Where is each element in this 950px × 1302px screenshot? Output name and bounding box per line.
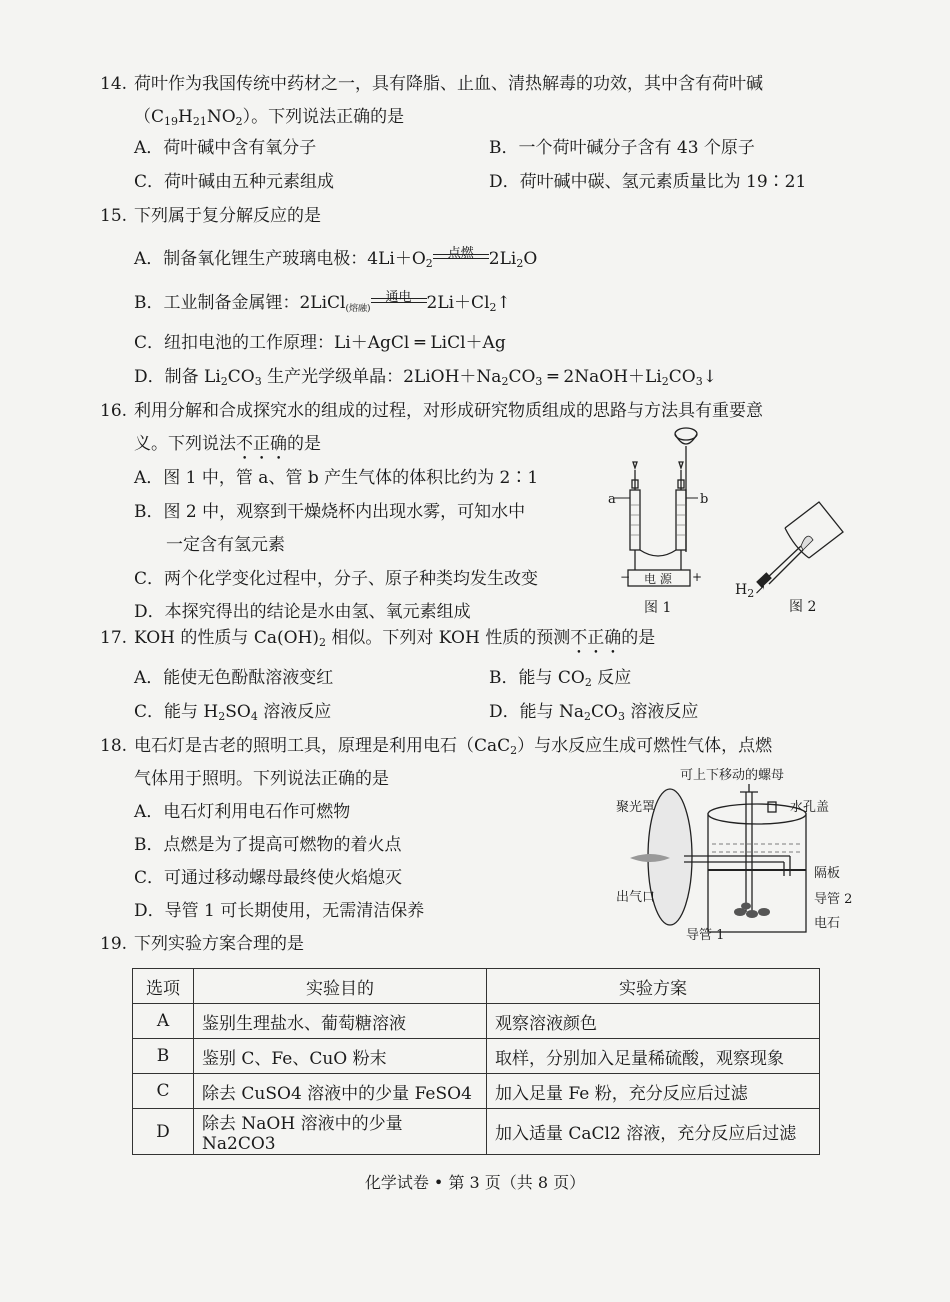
- emphasis-not-correct: 不正确: [236, 434, 287, 454]
- option-a: A．电石灯利用电石作可燃物: [134, 802, 351, 822]
- label-tube-1: 导管 1: [686, 928, 725, 943]
- label-tube-a: a: [608, 492, 616, 507]
- question-number: 14.: [100, 74, 128, 94]
- option-c: C．可通过移动螺母最终使火焰熄灭: [134, 868, 403, 888]
- electrolysis-apparatus-icon: [600, 420, 710, 590]
- option-d: D．荷叶碱中碳、氢元素质量比为 19∶21: [489, 172, 807, 192]
- label-calcium-carbide: 电石: [814, 916, 841, 931]
- option-b: B．点燃是为了提高可燃物的着火点: [134, 835, 402, 855]
- question-stem-tail: 。下列说法正确的是: [251, 107, 405, 127]
- header-option: 选项: [133, 969, 194, 1004]
- option-c: C．荷叶碱由五种元素组成: [134, 172, 335, 192]
- table-row: C 除去 CuSO4 溶液中的少量 FeSO4 加入足量 Fe 粉，充分反应后过滤: [133, 1074, 820, 1109]
- question-stem: 气体用于照明。下列说法正确的是: [134, 769, 389, 789]
- option-d: D．导管 1 可长期使用，无需清洁保养: [134, 901, 425, 921]
- question-14: [100, 68, 855, 134]
- question-stem: 荷叶作为我国传统中药材之一，具有降脂、止血、清热解毒的功效，其中含有荷叶碱: [134, 74, 763, 94]
- positive-terminal: +: [692, 570, 703, 584]
- option-b: B．一个荷叶碱分子含有 43 个原子: [489, 138, 755, 158]
- label-gas-outlet: 出气口: [616, 890, 656, 905]
- option-b: B．图 2 中，观察到干燥烧杯内出现水雾，可知水中: [134, 502, 526, 522]
- page-footer: 化学试卷 • 第 3 页（共 8 页）: [364, 1173, 586, 1192]
- question-16: 16. 利用分解和合成探究水的组成的过程，对形成研究物质组成的思路与方法具有重要意 义。下列说法不正确的是: [100, 395, 855, 461]
- table-row: B 鉴别 C、Fe、CuO 粉末 取样，分别加入足量稀硫酸，观察现象: [133, 1039, 820, 1074]
- option-d: D．能与 $Na_2CO_3$ 溶液反应: [489, 702, 699, 723]
- table-header-row: [133, 969, 820, 1004]
- option-b-cont: 一定含有氢元素: [166, 535, 285, 555]
- table-row: D 除去 NaOH 溶液中的少量 Na2CO3 加入适量 CaCl2 溶液，充分反应后过滤: [133, 1109, 820, 1155]
- figure-2-hydrogen-burning: [735, 500, 855, 620]
- label-water-cap: 水孔盖: [790, 800, 830, 815]
- figure-2-label: 图 2: [789, 599, 817, 615]
- condition-ignite: 点燃: [433, 263, 489, 264]
- question-stem: 下列实验方案合理的是: [134, 934, 304, 954]
- label-tube-b: b: [700, 492, 709, 507]
- question-stem: 下列属于复分解反应的是: [134, 206, 321, 226]
- question-number: 15.: [100, 206, 128, 226]
- label-adjustable-nut: 可上下移动的螺母: [680, 768, 785, 783]
- option-d: D．本探究得出的结论是水由氢、氧元素组成: [134, 602, 471, 622]
- emphasis-not-correct: 不正确: [570, 628, 622, 648]
- figure-1-label: 图 1: [644, 600, 672, 616]
- question-number: 16.: [100, 401, 128, 421]
- question-17: 17. KOH 的性质与 $Ca(OH)_2$ 相似。下列对 KOH 性质的预测不正确的是: [100, 622, 855, 655]
- label-reflector: 聚光罩: [616, 800, 656, 815]
- figure-carbide-lamp: [600, 762, 860, 942]
- header-purpose: 实验目的: [194, 969, 487, 1004]
- formula-hoyeline: $(C_{19}H_{21}NO_2)$: [134, 107, 252, 128]
- condition-electrolysis: 通电: [371, 307, 427, 308]
- negative-terminal: −: [620, 570, 631, 584]
- label-tube-2: 导管 2: [814, 892, 853, 907]
- label-h2: $H_2↗$: [735, 582, 766, 600]
- option-a: A．能使无色酚酞溶液变红: [134, 668, 334, 688]
- power-supply-label: 电 源: [644, 572, 672, 586]
- question-19: [100, 928, 855, 961]
- option-c: C．纽扣电池的工作原理：Li＋AgCl ═ LiCl＋Ag: [134, 333, 506, 353]
- option-a: A．制备氧化锂生产玻璃电极：$4Li+O_2$ 点燃 $2Li_2O$: [134, 246, 538, 270]
- header-plan: 实验方案: [487, 969, 820, 1004]
- option-c: C．两个化学变化过程中，分子、原子种类均发生改变: [134, 569, 539, 589]
- question-number: 18.: [100, 736, 128, 756]
- table-row: A 鉴别生理盐水、葡萄糖溶液 观察溶液颜色: [133, 1004, 820, 1039]
- option-d: D．制备 $Li_2CO_3$ 生产光学级单晶：$2LiOH+Na_2CO_3$ ═ $2NaOH+Li_2CO_3↓$: [134, 367, 717, 388]
- question-15: [100, 200, 855, 233]
- option-a: A．图 1 中，管 a、管 b 产生气体的体积比约为 2∶1: [134, 468, 539, 488]
- option-b: B．能与 $CO_2$ 反应: [489, 668, 632, 689]
- option-c: C．能与 $H_2SO_4$ 溶液反应: [134, 702, 332, 723]
- option-b: B．工业制备金属锂：2LiCl$_{(熔融)}$ 通电 $2Li+Cl_2↑$: [134, 290, 511, 314]
- option-a: A．荷叶碱中含有氧分子: [134, 138, 317, 158]
- beaker-flame-icon: [735, 500, 845, 590]
- question-stem: 利用分解和合成探究水的组成的过程，对形成研究物质组成的思路与方法具有重要意: [134, 401, 763, 421]
- experiment-table: [132, 968, 820, 1155]
- label-partition: 隔板: [814, 866, 841, 881]
- question-18: 18. 电石灯是古老的照明工具，原理是利用电石（CaC$_2$）与水反应生成可燃性气体，点燃 气体用于照明。下列说法正确的是: [100, 730, 855, 796]
- question-number: 19.: [100, 934, 128, 954]
- figure-1-electrolysis: [600, 420, 710, 620]
- question-number: 17.: [100, 628, 128, 648]
